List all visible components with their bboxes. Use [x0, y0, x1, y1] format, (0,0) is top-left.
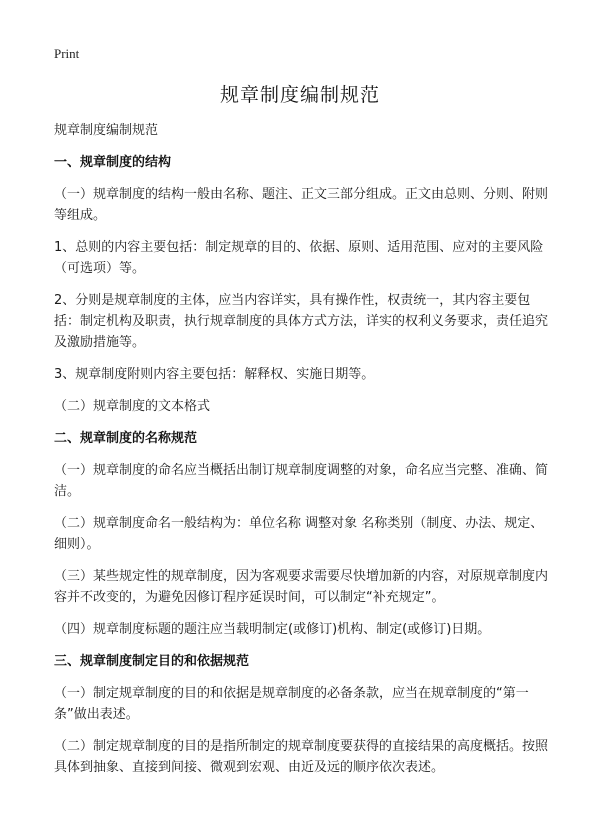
- paragraph: 2、分则是规章制度的主体，应当内容详实，具有操作性，权责统一，其内容主要包括：制定机构及职责，执行规章制度的具体方式方法，详实的权利义务要求，责任追究及激励措施等。: [54, 293, 549, 350]
- document-title: 规章制度编制规范: [219, 84, 380, 106]
- paragraph: 3、规章制度附则内容主要包括：解释权、实施日期等。: [54, 367, 375, 382]
- paragraph: 1、总则的内容主要包括：制定规章的目的、依据、原则、适用范围、应对的主要风险（可选项）等。: [54, 240, 544, 276]
- paragraph: （一）规章制度的结构一般由名称、题注、正文三部分组成。正文由总则、分则、附则等组成。: [54, 187, 549, 223]
- paragraph: （三）某些规定性的规章制度，因为客观要求需要尽快增加新的内容，对原规章制度内容并不改变的，为避免因修订程序延误时间，可以制定“补充规定”。: [54, 569, 549, 605]
- section-heading-2: 二、规章制度的名称规范: [54, 431, 198, 446]
- paragraph: （一）规章制度的命名应当概括出制订规章制度调整的对象，命名应当完整、准确、简洁。: [54, 463, 549, 499]
- document-body: [54, 120, 548, 789]
- paragraph: （二）制定规章制度的目的是指所制定的规章制度要获得的直接结果的高度概括。按照具体到抽象、直接到间接、微观到宏观、由近及远的顺序依次表述。: [54, 739, 549, 775]
- section-heading-3: 三、规章制度制定目的和依据规范: [54, 654, 250, 669]
- subtitle: 规章制度编制规范: [54, 123, 159, 138]
- section-heading-1: 一、规章制度的结构: [54, 155, 172, 170]
- paragraph: （一）制定规章制度的目的和依据是规章制度的必备条款，应当在规章制度的“第一条”做出表述。: [54, 686, 529, 722]
- paragraph: （二）规章制度的文本格式: [54, 399, 211, 414]
- paragraph: （二）规章制度命名一般结构为：单位名称 调整对象 名称类别（制度、办法、规定、细则）。: [54, 516, 544, 552]
- paragraph: （四）规章制度标题的题注应当载明制定(或修订)机构、制定(或修订)日期。: [54, 622, 491, 637]
- print-link[interactable]: Print: [54, 46, 80, 61]
